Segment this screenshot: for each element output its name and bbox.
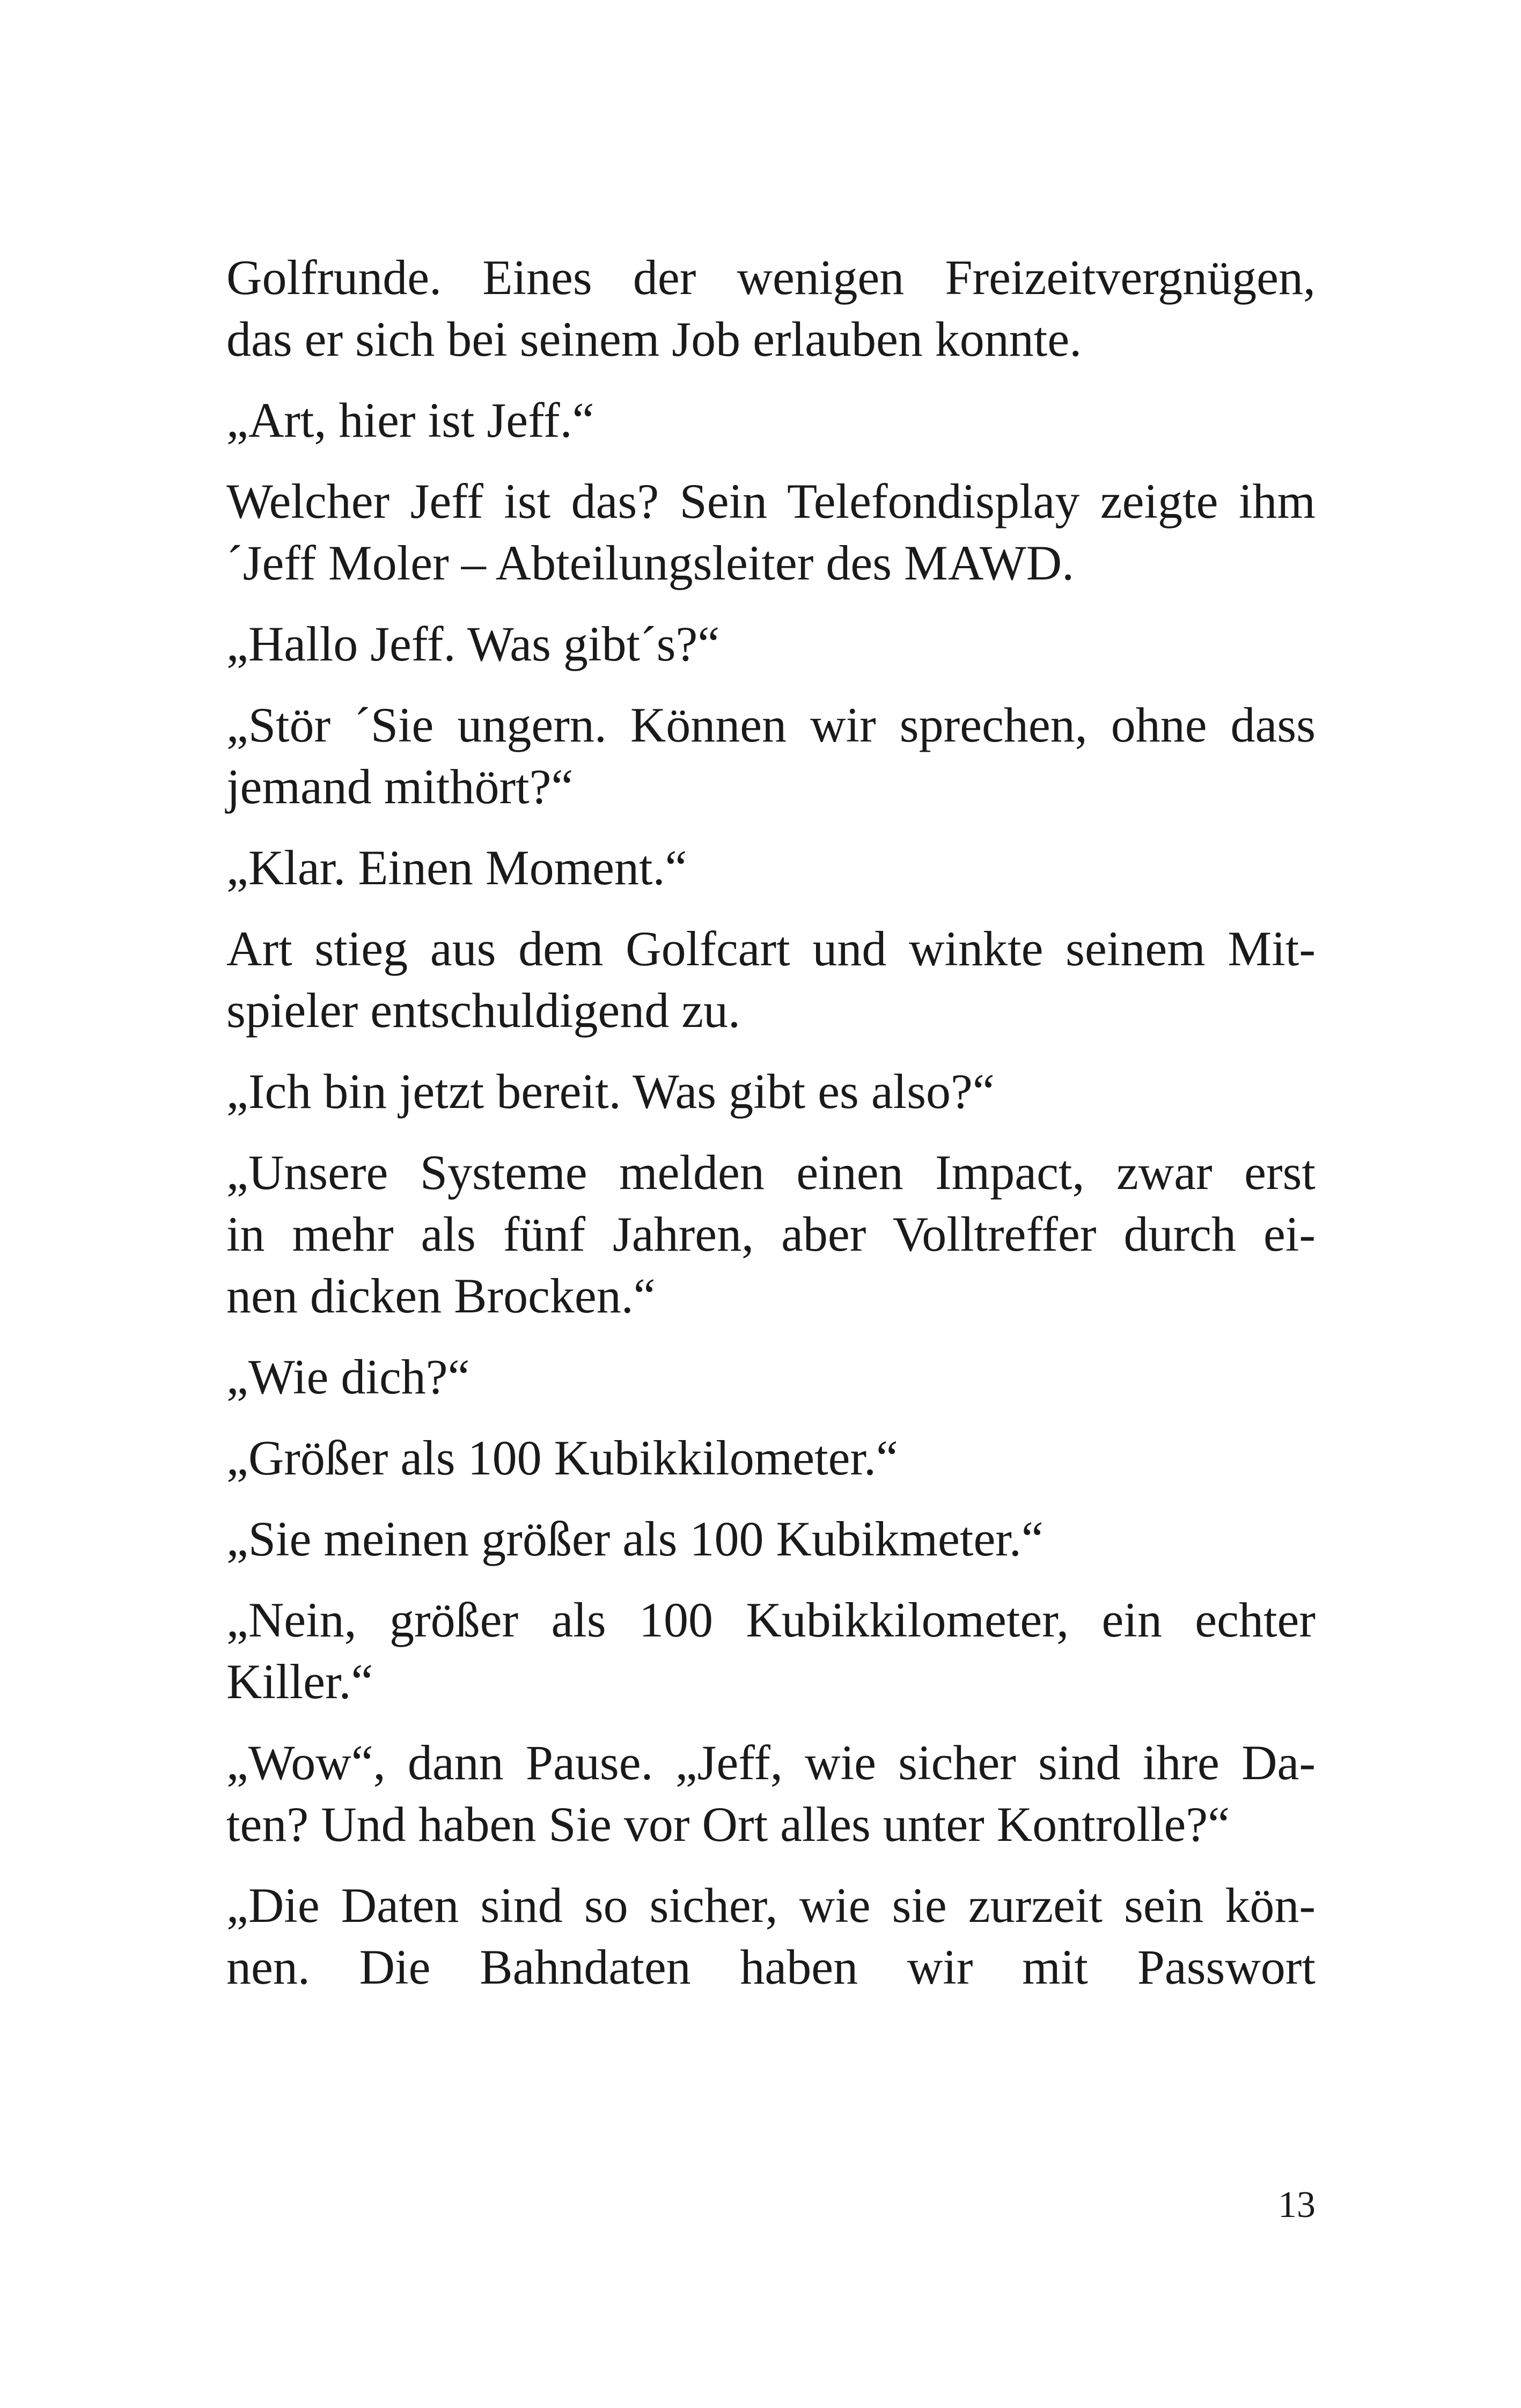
- paragraph: [226, 694, 1316, 818]
- text-line: „Nein, größer als 100 Kubikkilometer, ein echter: [226, 1592, 1316, 1647]
- paragraph: [226, 918, 1316, 1041]
- paragraph: [226, 1732, 1316, 1855]
- page-body: [226, 247, 1316, 2017]
- text-line: das er sich bei seinem Job erlauben konnte.: [226, 312, 1082, 366]
- paragraph: [226, 1589, 1316, 1713]
- text-line: „Größer als 100 Kubikkilometer.“: [226, 1430, 898, 1485]
- text-line: ten? Und haben Sie vor Ort alles unter Kontrolle?“: [226, 1797, 1230, 1852]
- text-line: „Wie dich?“: [226, 1349, 470, 1404]
- text-line: in mehr als fünf Jahren, aber Volltreffer durch ei-: [226, 1207, 1316, 1261]
- text-line: „Stör ´Sie ungern. Können wir sprechen, ohne dass: [226, 698, 1316, 752]
- paragraph: [226, 613, 1316, 675]
- paragraph: [226, 837, 1316, 899]
- paragraph: [226, 1875, 1316, 1998]
- text-line: „Die Daten sind so sicher, wie sie zurzeit sein kön-: [226, 1878, 1316, 1933]
- text-line: Art stieg aus dem Golfcart und winkte seinem Mit-: [226, 921, 1316, 976]
- text-line: Welcher Jeff ist das? Sein Telefondisplay zeigte ihm: [226, 474, 1316, 528]
- text-line: ´Jeff Moler – Abteilungsleiter des MAWD.: [226, 535, 1075, 590]
- text-line: spieler entschuldigend zu.: [226, 983, 741, 1038]
- text-line: „Art, hier ist Jeff.“: [226, 393, 594, 447]
- paragraph: [226, 390, 1316, 451]
- text-line: Killer.“: [226, 1654, 373, 1709]
- text-line: „Hallo Jeff. Was gibt´s?“: [226, 616, 720, 671]
- text-line: „Ich bin jetzt bereit. Was gibt es also?“: [226, 1064, 995, 1119]
- paragraph: [226, 247, 1316, 370]
- paragraph: [226, 1142, 1316, 1327]
- text-line: „Sie meinen größer als 100 Kubikmeter.“: [226, 1511, 1044, 1566]
- paragraph: [226, 1427, 1316, 1489]
- paragraph: [226, 1508, 1316, 1570]
- text-line: nen. Die Bahndaten haben wir mit Passwort: [226, 1940, 1316, 1994]
- text-line: „Klar. Einen Moment.“: [226, 840, 687, 895]
- page-number: 13: [1278, 2184, 1316, 2226]
- text-line: Golfrunde. Eines der wenigen Freizeitvergnügen,: [226, 250, 1316, 305]
- text-line: „Unsere Systeme melden einen Impact, zwar erst: [226, 1145, 1316, 1200]
- text-line: „Wow“, dann Pause. „Jeff, wie sicher sind ihre Da-: [226, 1735, 1316, 1790]
- paragraph: [226, 1061, 1316, 1122]
- paragraph: [226, 471, 1316, 594]
- text-line: jemand mithört?“: [226, 759, 574, 814]
- text-line: nen dicken Brocken.“: [226, 1268, 656, 1323]
- paragraph: [226, 1346, 1316, 1408]
